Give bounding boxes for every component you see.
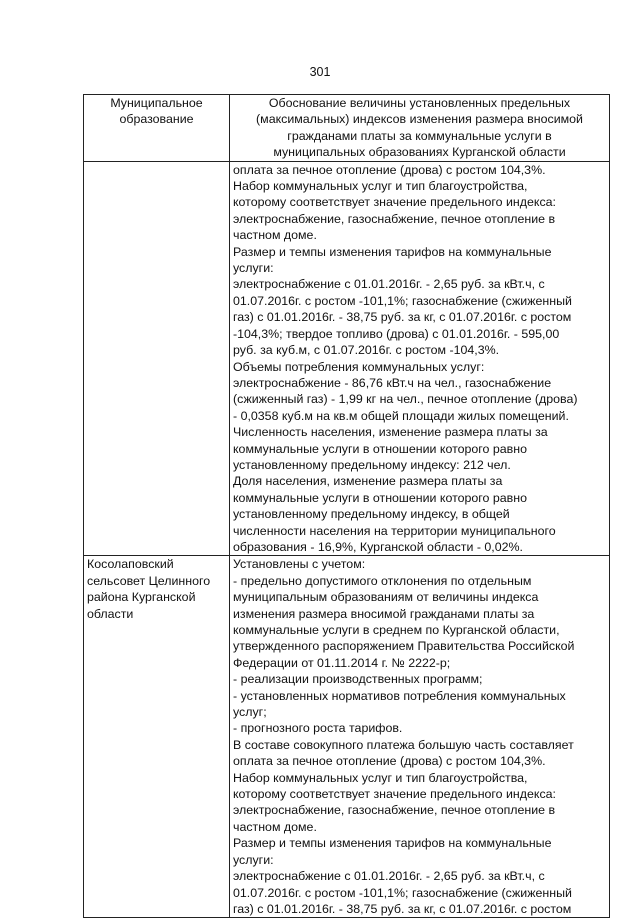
text-line: Численность населения, изменение размера платы за — [233, 425, 548, 440]
text-line: - предельно допустимого отклонения по отдельным — [233, 573, 532, 588]
text-line: газ) с 01.01.2016г. - 38,75 руб. за кг, с 01.07.2016г. с ростом — [233, 901, 572, 916]
header-justification — [230, 95, 610, 162]
text-line: руб. за куб.м, с 01.07.2016г. с ростом -104,3%. — [233, 343, 500, 358]
text-line: - прогнозного роста тарифов. — [233, 721, 403, 736]
text-line: установленному предельному индексу: 212 чел. — [233, 457, 511, 472]
text-line: коммунальные услуги в среднем по Курганской области, — [233, 623, 560, 637]
header-line: Муниципальное — [110, 96, 203, 110]
text-line: образования - 16,9%, Курганской области - 0,02%. — [233, 539, 523, 554]
text-line: численности населения на территории муниципального — [233, 523, 556, 538]
header-line: гражданами платы за коммунальные услуги в — [287, 128, 552, 143]
table-header-row — [84, 95, 610, 162]
text-line: Размер и темпы изменения тарифов на коммунальные — [233, 244, 552, 259]
header-line: муниципальных образованиях Курганской области — [273, 145, 566, 160]
text-line: установленному предельному индексу, в общей — [233, 507, 510, 522]
text-line: которому соответствует значение предельного индекса: — [233, 195, 556, 210]
text-line: В составе совокупного платежа большую часть составляет — [233, 737, 574, 752]
municipality-line: Косолаповский — [87, 557, 174, 572]
text-line: частном доме. — [233, 819, 317, 834]
text-line: услуг; — [233, 705, 267, 720]
text-line: Федерации от 01.11.2014 г. № 2222-р; — [233, 655, 451, 670]
text-line: - реализации производственных программ; — [233, 672, 483, 687]
header-line: образование — [119, 112, 194, 127]
justification-cell — [230, 556, 610, 918]
text-line: которому соответствует значение предельного индекса: — [233, 787, 556, 802]
text-line: утвержденного распоряжением Правительства Российской — [233, 639, 575, 654]
text-line: услуги: — [233, 261, 274, 276]
page-number: 301 — [309, 65, 331, 79]
municipality-line: сельсовет Целинного — [87, 573, 211, 588]
text-line: Установлены с учетом: — [233, 557, 366, 572]
table-row — [84, 161, 610, 556]
text-line: коммунальные услуги в отношении которого равно — [233, 441, 527, 456]
text-line: Размер и темпы изменения тарифов на коммунальные — [233, 836, 552, 851]
header-line: Обоснование величины установленных предельных — [268, 96, 571, 110]
text-line: муниципальным образованиям от величины индекса — [233, 590, 539, 605]
text-line: Набор коммунальных услуг и тип благоустройства, — [233, 770, 528, 785]
text-line: оплата за печное отопление (дрова) с ростом 104,3%. — [233, 754, 546, 769]
text-line: изменения размера вносимой гражданами платы за — [233, 606, 535, 621]
text-line: Набор коммунальных услуг и тип благоустройства, — [233, 179, 528, 194]
text-line: частном доме. — [233, 228, 317, 243]
text-line: Доля населения, изменение размера платы за — [233, 474, 503, 489]
text-line: коммунальные услуги в отношении которого равно — [233, 490, 527, 505]
text-line: электроснабжение - 86,76 кВт.ч на чел., газоснабжение — [233, 375, 552, 390]
municipality-cell — [84, 556, 230, 918]
text-line: электроснабжение, газоснабжение, печное отопление в — [233, 803, 556, 818]
text-line: 01.07.2016г. с ростом -101,1%; газоснабжение (сжиженный — [233, 293, 572, 308]
table-row — [84, 556, 610, 918]
text-line: - установленных нормативов потребления коммунальных — [233, 688, 566, 703]
municipality-line: области — [87, 606, 134, 621]
municipality-cell — [84, 161, 230, 556]
text-line: электроснабжение, газоснабжение, печное отопление в — [233, 211, 556, 226]
text-line: - 0,0358 куб.м на кв.м общей площади жилых помещений. — [233, 408, 569, 423]
header-line: (максимальных) индексов изменения размера вносимой — [256, 112, 583, 127]
text-line: 01.07.2016г. с ростом -101,1%; газоснабжение (сжиженный — [233, 885, 572, 900]
text-line: газ) с 01.01.2016г. - 38,75 руб. за кг, с 01.07.2016г. с ростом — [233, 310, 572, 325]
text-line: (сжиженный газ) - 1,99 кг на чел., печное отопление (дрова) — [233, 392, 578, 407]
text-line: услуги: — [233, 852, 274, 867]
tariff-justification-table — [83, 94, 610, 918]
text-line: электроснабжение с 01.01.2016г. - 2,65 руб. за кВт.ч, с — [233, 869, 545, 884]
text-line: -104,3%; твердое топливо (дрова) с 01.01.2016г. - 595,00 — [233, 326, 560, 341]
header-municipality — [84, 95, 230, 162]
justification-cell — [230, 161, 610, 556]
municipality-line: района Курганской — [87, 590, 196, 605]
text-line: оплата за печное отопление (дрова) с ростом 104,3%. — [233, 162, 546, 177]
text-line: электроснабжение с 01.01.2016г. - 2,65 руб. за кВт.ч, с — [233, 277, 545, 292]
text-line: Объемы потребления коммунальных услуг: — [233, 359, 485, 374]
